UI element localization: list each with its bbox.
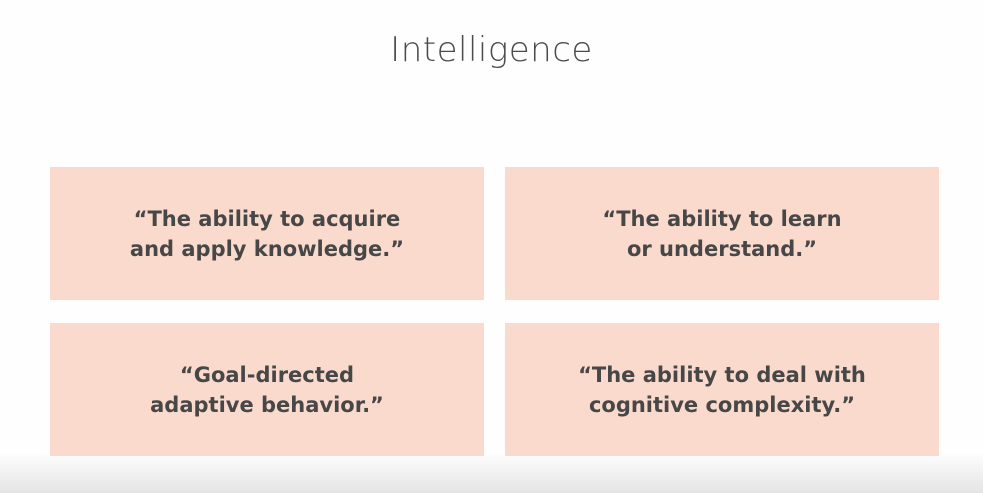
slide-title: Intelligence <box>390 30 593 70</box>
definition-card <box>50 323 484 456</box>
definition-card <box>505 323 939 456</box>
definition-text: “The ability to learn or understand.” <box>602 206 842 261</box>
bottom-shade <box>0 453 983 493</box>
definition-text: “The ability to deal with cognitive complexity.” <box>578 362 866 417</box>
definition-card <box>50 167 484 300</box>
definition-text: “The ability to acquire and apply knowledge.” <box>129 206 405 261</box>
definition-card <box>505 167 939 300</box>
definition-text: “Goal-directed adaptive behavior.” <box>150 362 384 417</box>
